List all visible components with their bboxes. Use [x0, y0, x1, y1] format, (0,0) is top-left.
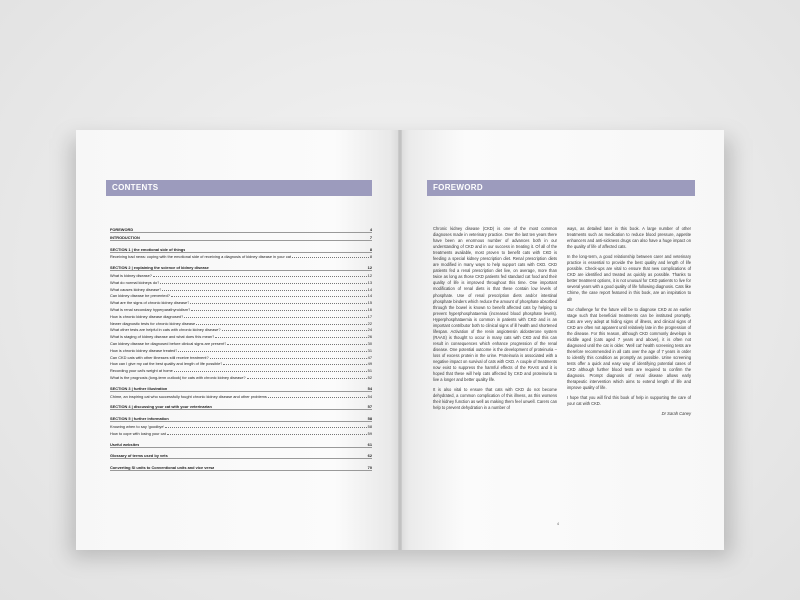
toc-entry-title: How is chronic kidney disease treated?	[110, 347, 178, 353]
toc-entry-page: 58	[367, 416, 372, 422]
toc-entry-page: 12	[367, 272, 372, 278]
foreword-paragraph: Our challenge for the future will be to diagnose CKD at an earlier stage such that beneficial treatments can be instituted promptly. Cats are very adept at hiding signs of illness, and clinical signs of CKD are often not apparent until relatively late in the progression of the disease. For this reason, although CKD commonly develops in middle aged (cats aged 7 years and above), it is often not diagnosed until the cat is older. 'Well cat' health screening tests are therefore recommended in all cats over the age of 7 years in order to identify this condition as promptly as possible. Urine screening tests offer a quick and easy way of identifying potential cases of CKD although further blood tests are required to confirm the diagnosis. Prompt diagnosis of renal disease allows early therapeutic intervention which aims to extend length of life and improve quality of life.	[567, 306, 691, 391]
toc-entry-page: 8	[369, 246, 372, 252]
toc-entry-page: 51	[367, 368, 372, 374]
toc-entry	[110, 367, 372, 373]
toc-entry-page: 59	[367, 430, 372, 436]
toc-entry-title: FOREWORD	[110, 227, 134, 232]
toc-leader-dots	[171, 296, 367, 297]
toc-entry-title: What is staging of kidney disease and what does this mean?	[110, 334, 215, 340]
toc-entry-page: 54	[367, 385, 372, 391]
toc-entry	[110, 299, 372, 305]
toc-leader-dots	[292, 257, 369, 258]
toc-leader-dots	[247, 378, 367, 379]
toc-entry	[110, 360, 372, 366]
toc-entry-page: 70	[367, 465, 372, 471]
book-spine	[398, 130, 402, 550]
toc-entry-page: 57	[367, 404, 372, 410]
toc-entry-title: How to cope with losing your cat	[110, 430, 166, 436]
toc-entry	[110, 354, 372, 360]
toc-entry-title: What is renal secondary hyperparathyroidism?	[110, 306, 191, 312]
toc-entry-page: 49	[367, 361, 372, 367]
toc-entry-title: SECTION 3 | further illustration	[110, 385, 168, 391]
toc-leader-dots	[184, 317, 366, 318]
toc-leader-dots	[190, 303, 366, 304]
toc-entry-page: 26	[367, 334, 372, 340]
toc-entry-page: 24	[367, 327, 372, 333]
contents-page	[76, 130, 400, 550]
toc-entry-title: Receiving bad news: coping with the emotional side of receiving a diagnosis of kidney disease in your cat	[110, 254, 292, 260]
toc-entry-title: SECTION 1 | the emotional side of things	[110, 246, 186, 252]
toc-entry-page: 58	[367, 423, 372, 429]
toc-entry-page: 14	[367, 286, 372, 292]
toc-entry	[110, 423, 372, 429]
toc-entry-title: How is chronic kidney disease diagnosed?	[110, 313, 184, 319]
toc-entry-page: 52	[367, 374, 372, 380]
toc-entry-title: What are the signs of chronic kidney disease?	[110, 300, 190, 306]
toc-leader-dots	[167, 434, 367, 435]
toc-entry-title: What is the prognosis (long-term outlook) for cats with chronic kidney disease?	[110, 374, 246, 380]
toc-entry-title: What do normal kidneys do?	[110, 279, 160, 285]
toc-entry	[110, 272, 372, 278]
toc-leader-dots	[223, 364, 366, 365]
toc-entry-page: 54	[367, 393, 372, 399]
toc-entry-title: SECTION 4 | discussing your cat with your veterinarian	[110, 404, 212, 410]
table-of-contents	[110, 226, 372, 472]
foreword-columns	[433, 226, 691, 417]
toc-entry	[110, 234, 372, 241]
foreword-column-2	[567, 226, 691, 417]
toc-entry	[110, 292, 372, 298]
toc-entry-page: 22	[367, 320, 372, 326]
toc-leader-dots	[222, 330, 367, 331]
toc-leader-dots	[162, 290, 366, 291]
toc-entry-title: Newer diagnostic tests for chronic kidney disease	[110, 320, 196, 326]
toc-entry-title: What causes kidney disease?	[110, 286, 162, 292]
foreword-page	[400, 130, 724, 550]
toc-entry-title: Can CKD cats with other illnesses still receive treatment?	[110, 354, 209, 360]
toc-entry-title: Recording your cat's weight at home	[110, 368, 173, 374]
toc-leader-dots	[174, 371, 367, 372]
toc-leader-dots	[268, 397, 367, 398]
toc-entry	[110, 340, 372, 346]
toc-leader-dots	[165, 427, 366, 428]
toc-entry	[110, 403, 372, 410]
toc-entry	[110, 313, 372, 319]
toc-entry	[110, 464, 372, 471]
toc-entry-title: SECTION 2 | explaining the science of kidney disease	[110, 265, 209, 271]
toc-entry-title: Can kidney disease be diagnosed before clinical signs are present?	[110, 340, 227, 346]
toc-entry-title: Glossary of terms used by vets	[110, 453, 168, 459]
toc-entry-title: Chime, an inspiring cat who successfully fought chronic kidney disease and other problems	[110, 393, 267, 399]
author-signature: Dr Sarah Caney	[661, 411, 691, 417]
toc-entry-page: 13	[367, 279, 372, 285]
toc-entry	[110, 226, 372, 233]
toc-entry-page: 47	[367, 354, 372, 360]
toc-entry-title: What is kidney disease?	[110, 272, 152, 278]
toc-entry-title: Can kidney disease be prevented?	[110, 293, 170, 299]
toc-entry-title: Converting SI units to Conventional units and vice versa	[110, 465, 215, 471]
toc-entry	[110, 452, 372, 459]
toc-leader-dots	[153, 276, 367, 277]
toc-entry	[110, 279, 372, 285]
toc-entry-title: What other tests are helpful in cats with chronic kidney disease?	[110, 327, 221, 333]
foreword-column-1	[433, 226, 557, 417]
toc-entry	[110, 306, 372, 312]
foreword-header: FOREWORD	[427, 180, 695, 196]
toc-entry	[110, 253, 372, 259]
toc-entry	[110, 385, 372, 392]
toc-entry-page: 14	[367, 293, 372, 299]
toc-leader-dots	[191, 310, 366, 311]
toc-entry	[110, 430, 372, 436]
toc-entry-title: How can I give my cat the best quality and length of life possible?	[110, 361, 223, 367]
toc-entry-title: SECTION 5 | further information	[110, 416, 169, 422]
toc-entry	[110, 415, 372, 422]
toc-leader-dots	[215, 337, 366, 338]
toc-entry-page: 31	[367, 347, 372, 353]
toc-entry-title: Knowing when to say 'goodbye'	[110, 423, 165, 429]
toc-leader-dots	[178, 351, 366, 352]
toc-entry-page: 4	[369, 227, 372, 232]
foreword-paragraph: ways, as detailed later in this book. A large number of other treatments such as medication to reduce blood pressure, appetite enhancers and anti-sickness drugs can also have a huge impact on the quality of life of affected cats.	[567, 226, 691, 250]
toc-entry-page: 15	[367, 300, 372, 306]
toc-entry	[110, 264, 372, 271]
foreword-paragraph: It is also vital to ensure that cats with CKD do not become dehydrated, a common complication of this illness, as this worsens their kidney function as well as making them feel unwell. Carers can help to prevent dehydration in a number of	[433, 387, 557, 411]
toc-entry-page: 16	[367, 306, 372, 312]
toc-entry-page: 7	[369, 234, 372, 240]
toc-entry-title: Useful websites	[110, 441, 140, 447]
toc-entry-page: 8	[369, 254, 372, 260]
toc-entry	[110, 333, 372, 339]
toc-entry	[110, 393, 372, 399]
toc-entry	[110, 441, 372, 448]
toc-entry-page: 17	[367, 313, 372, 319]
toc-leader-dots	[227, 344, 366, 345]
toc-entry-page: 30	[367, 340, 372, 346]
toc-entry	[110, 326, 372, 332]
foreword-paragraph: In the long-term, a good relationship between carer and veterinary practice is essential to provide the best quality and length of life possible. Check-ups are vital to ensure that new complications of CKD are identified and treated as quickly as possible. Thanks to better treatment options, it is not unusual for CKD patients to live for several years with a good quality of life following diagnosis. Cats like Chime, the case report featured in this book, are an inspiration to all!	[567, 254, 691, 302]
toc-leader-dots	[160, 283, 366, 284]
toc-entry	[110, 347, 372, 353]
toc-entry-page: 12	[367, 265, 372, 271]
toc-leader-dots	[210, 358, 367, 359]
foreword-paragraph: Chronic kidney disease (CKD) is one of the most common diagnoses made in veterinary practice. Over the last ten years there have been an enormous number of advances both in our understanding of CKD and in our success in treating it. Of all of the treatments available, most proven to benefit cats with CKD is feeding a special kidney prescription diet. Renal prescription diets are modified in many ways to help support cats with CKD. CKD patients fed a renal prescription diet live, on average, more than twice as long as those CKD patients fed standard cat food and their quality of life is improved throughout this time. One important modification of renal diets is that these contain low levels of phosphate. Use of renal prescription diets and/or intestinal phosphate binders which reduce the amount of phosphate absorbed through the bowel is known to benefit affected cats by helping to prevent hyperphosphataemia (increased blood phosphate levels). Hyperphosphataemia is common in patients with CKD and is an important contributor both to clinical signs of ill health and shortened lifespan. Activation of the renin angiotensin aldosterone system (RAAS) is thought to occur in many cats with CKD and this can result in consequences which enhance progression of the renal disease. One potential outcome is the development of proteinuria – loss of excess protein in the urine. Proteinuria is associated with a negative impact on survival of cats with CKD. A couple of treatments now exist to suppress the harmful effects of the RAAS and it is hoped that these will help cats affected by CKD and proteinuria to live a longer and better quality life.	[433, 226, 557, 383]
foreword-paragraph: I hope that you will find this book of help in supporting the care of your cat with CKD.	[567, 395, 691, 407]
toc-entry	[110, 374, 372, 380]
toc-entry	[110, 320, 372, 326]
toc-entry	[110, 246, 372, 253]
toc-leader-dots	[196, 324, 366, 325]
contents-header: CONTENTS	[106, 180, 372, 196]
toc-entry	[110, 286, 372, 292]
page-number: 4	[557, 522, 559, 526]
open-booklet	[76, 130, 724, 550]
toc-entry-page: 62	[367, 453, 372, 459]
toc-entry-page: 61	[367, 441, 372, 447]
toc-entry-title: INTRODUCTION	[110, 234, 140, 240]
